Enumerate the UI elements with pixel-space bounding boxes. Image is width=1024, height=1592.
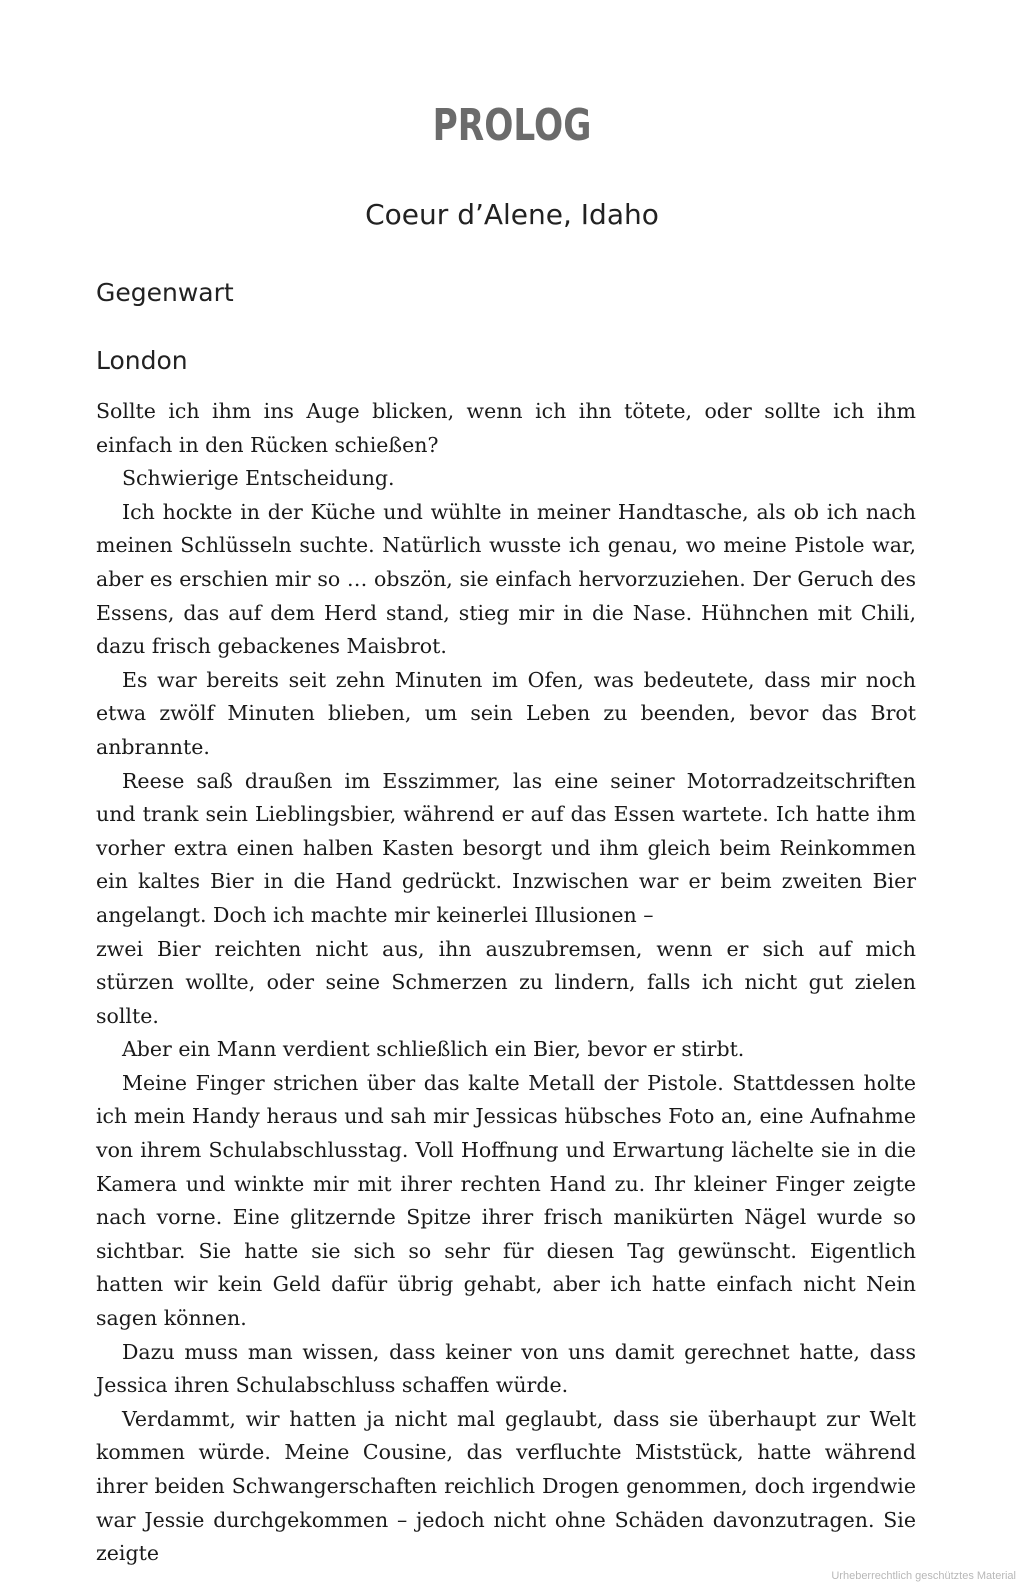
paragraph: Verdammt, wir hatten ja nicht mal geglaubt, dass sie überhaupt zur Welt kommen würde. Meine Cousine, das verfluchte Miststück, hatte während ihrer beiden Schwangerschaften reichlich Drogen genommen, doch irgendwie war Jessie durchgekommen – jedoch nicht ohne Schäden davonzutragen. Sie zeigte (96, 1406, 916, 1566)
paragraph: Sollte ich ihm ins Auge blicken, wenn ich ihn tötete, oder sollte ich ihm einfach in den Rücken schießen? (96, 399, 916, 457)
section-heading-place: London (96, 346, 188, 375)
paragraph: Schwierige Entscheidung. (122, 466, 395, 491)
paragraph: Es war bereits seit zehn Minuten im Ofen, was bedeutete, dass mir noch etwa zwölf Minuten blieben, um sein Leben zu beenden, bevor das Brot anbrannte. (96, 667, 916, 759)
paragraph: zwei Bier reichten nicht aus, ihn auszubremsen, wenn er sich auf mich stürzen wollte, oder seine Schmerzen zu lindern, falls ich nicht gut zielen sollte. (96, 936, 916, 1028)
chapter-location: Coeur d’Alene, Idaho (365, 198, 659, 231)
body-text (96, 395, 916, 1571)
copyright-watermark: Urheberrechtlich geschütztes Material (831, 1570, 1016, 1582)
chapter-title: PROLOG (432, 100, 592, 151)
paragraph: Reese saß draußen im Esszimmer, las eine seiner Motorradzeitschriften und trank sein Lieblingsbier, während er auf das Essen wartete. Ich hatte ihm vorher extra einen halben Kasten besorgt und ihm gleich beim Reinkommen ein kaltes Bier in die Hand gedrückt. Inzwischen war er beim zweiten Bier angelangt. Doch ich machte mir keinerlei Illusionen – (96, 768, 916, 927)
paragraph: Meine Finger strichen über das kalte Metall der Pistole. Stattdessen holte ich mein Handy heraus und sah mir Jessicas hübsches Foto an, eine Aufnahme von ihrem Schulabschlusstag. Voll Hoffnung und Erwartung lächelte sie in die Kamera und winkte mir mit ihrer rechten Hand zu. Ihr kleiner Finger zeigte nach vorne. Eine glitzernde Spitze ihrer frisch manikürten Nägel wurde so sichtbar. Sie hatte sie sich so sehr für diesen Tag gewünscht. Eigentlich hatten wir kein Geld dafür übrig gehabt, aber ich hatte einfach nicht Nein sagen können. (96, 1070, 916, 1331)
paragraph: Dazu muss man wissen, dass keiner von uns damit gerechnet hatte, dass Jessica ihren Schulabschluss schaffen würde. (96, 1339, 916, 1398)
section-heading-time: Gegenwart (96, 278, 234, 307)
paragraph: Ich hockte in der Küche und wühlte in meiner Handtasche, als ob ich nach meinen Schlüsseln suchte. Natürlich wusste ich genau, wo meine Pistole war, aber es erschien mir so … obszön, sie einfach hervorzuziehen. Der Geruch des Essens, das auf dem Herd stand, stieg mir in die Nase. Hühnchen mit Chili, dazu frisch gebackenes Maisbrot. (96, 499, 916, 659)
paragraph: Aber ein Mann verdient schließlich ein Bier, bevor er stirbt. (122, 1037, 745, 1062)
